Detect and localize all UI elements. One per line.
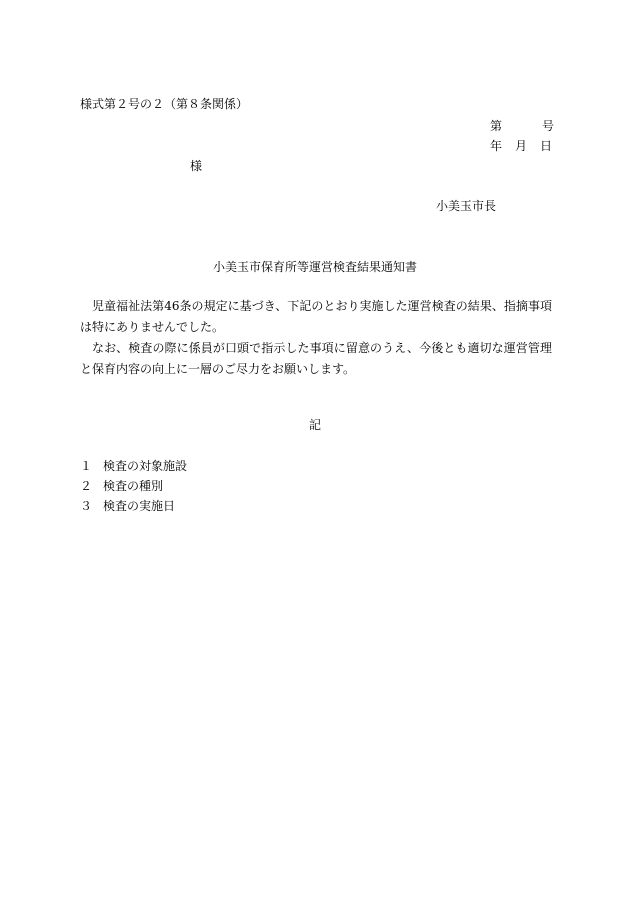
document-title: 小美玉市保育所等運営検査結果通知書 — [212, 260, 417, 274]
body-paragraph-1: 児童福祉法第46条の規定に基づき、下記のとおり実施した運営検査の結果、指摘事項は特にありませんでした。 — [80, 299, 552, 334]
ki-heading: 記 — [308, 418, 321, 432]
list-item — [80, 456, 187, 476]
item-label: 検査の実施日 — [103, 499, 176, 513]
item-number: １ — [80, 459, 93, 473]
item-label: 検査の対象施設 — [103, 459, 188, 473]
number-prefix: 第 — [490, 119, 503, 133]
document-number-field — [490, 118, 554, 134]
date-year: 年 — [490, 139, 503, 153]
sender-name: 小美玉市長 — [436, 199, 497, 213]
list-item — [80, 476, 187, 496]
body-text — [80, 296, 552, 380]
form-number-label: 様式第２号の２（第８条関係） — [80, 97, 249, 111]
item-list — [80, 456, 187, 516]
list-item — [80, 496, 187, 516]
date-field — [490, 138, 552, 154]
body-paragraph-2: なお、検査の際に係員が口頭で指示した事項に留意のうえ、今後とも適切な運営管理と保育内容の向上に一層のご尽力をお願いします。 — [80, 341, 552, 376]
date-day: 日 — [540, 139, 553, 153]
number-suffix: 号 — [542, 119, 555, 133]
date-month: 月 — [515, 139, 528, 153]
addressee-honorific: 様 — [190, 159, 203, 173]
item-number: ３ — [80, 499, 93, 513]
item-number: ２ — [80, 479, 93, 493]
item-label: 検査の種別 — [103, 479, 164, 493]
